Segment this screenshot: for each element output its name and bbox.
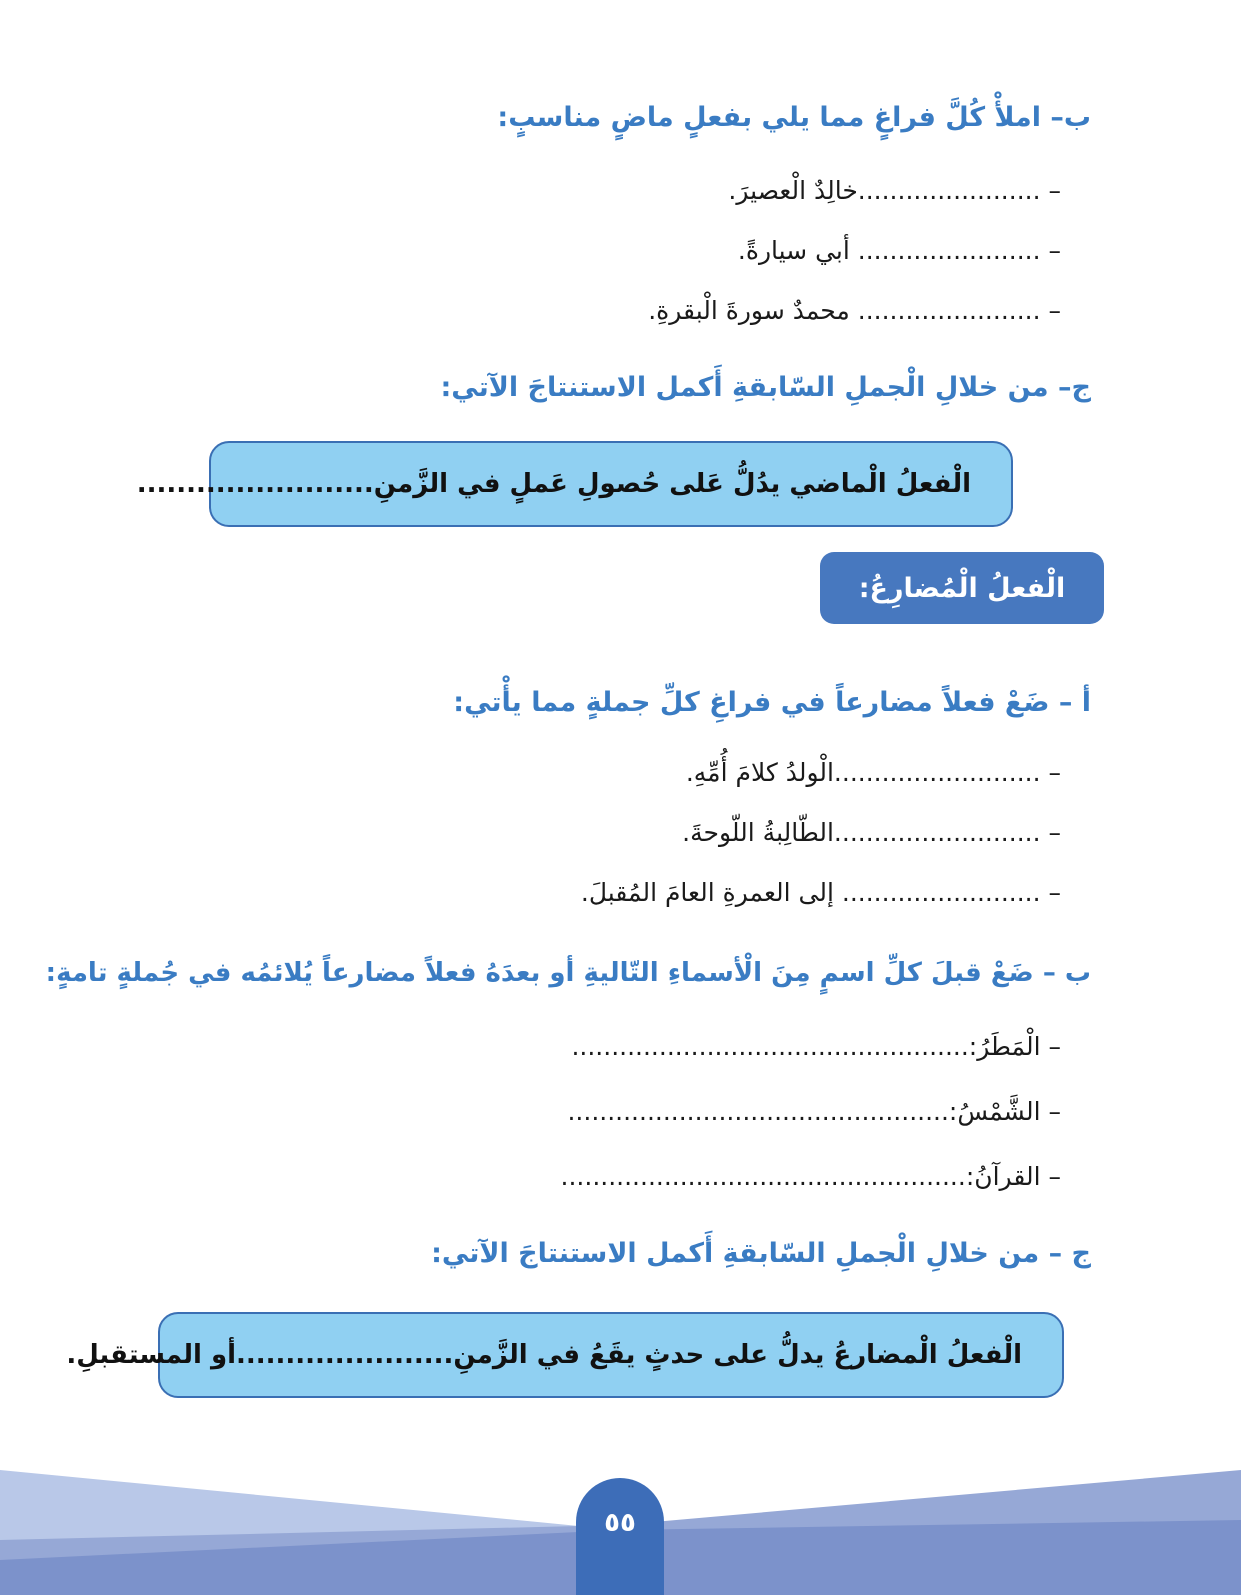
page-number-tab xyxy=(576,1478,664,1595)
exercise-b2-item-1: – الْمَطَرُ:.................................................. xyxy=(571,1032,1061,1061)
exercise-b-item-1: – .......................خالِدٌ الْعصيرَ. xyxy=(728,176,1061,205)
present-verb-conclusion-text: الْفعلُ الْمضارعُ يدلُّ على حدثٍ يقَعُ في الزَّمنِ......................أو المستقبلِ. xyxy=(66,1340,1022,1370)
exercise-b2-item-3: – القرآنُ:................................................... xyxy=(560,1162,1061,1191)
past-verb-conclusion-text: الْفعلُ الْماضي يدُلُّ عَلى حُصولِ عَملٍ في الزَّمنِ........................ xyxy=(136,469,971,499)
present-verb-conclusion-box xyxy=(66,1312,1064,1398)
exercise-b-heading: ب– املأْ كُلَّ فراغٍ مما يلي بفعلٍ ماضٍ مناسبٍ: xyxy=(497,102,1091,133)
exercise-a-item-1: – ..........................الْولدُ كلامَ أُمِّهِ. xyxy=(685,758,1061,787)
exercise-b-item-3: – ....................... محمدٌ سورةَ الْبقرةِ. xyxy=(648,296,1061,325)
exercise-c-heading: ج– من خلالِ الْجملِ السّابقةِ أَكمل الاستنتاجَ الآتي: xyxy=(440,372,1091,403)
page-number: ٥٥ xyxy=(604,1508,636,1538)
past-verb-conclusion-box xyxy=(136,441,1013,527)
exercise-a-item-3: – ......................... إلى العمرةِ العامَ المُقبلَ. xyxy=(580,878,1061,907)
section-title-box xyxy=(820,552,1104,624)
exercise-b2-heading: ب – ضَعْ قبلَ كلِّ اسمٍ مِنَ الْأسماءِ التّاليةِ أو بعدَهُ فعلاً مضارعاً يُلائمُه في جُملةٍ تامةٍ: xyxy=(45,958,1091,988)
exercise-a-heading: أ – ضَعْ فعلاً مضارعاً في فراغِ كلِّ جملةٍ مما يأْتي: xyxy=(453,687,1091,718)
exercise-b2-item-2: – الشَّمْسُ:................................................ xyxy=(567,1097,1061,1126)
exercise-c2-heading: ج – من خلالِ الْجملِ السّابقةِ أَكمل الاستنتاجَ الآتي: xyxy=(431,1238,1091,1269)
section-title: الْفعلُ الْمُضارِعُ: xyxy=(858,572,1066,604)
exercise-b-item-2: – ....................... أبي سيارةً. xyxy=(737,236,1061,265)
exercise-a-item-2: – ..........................الطّالِبةُ اللّوحةَ. xyxy=(682,818,1061,847)
